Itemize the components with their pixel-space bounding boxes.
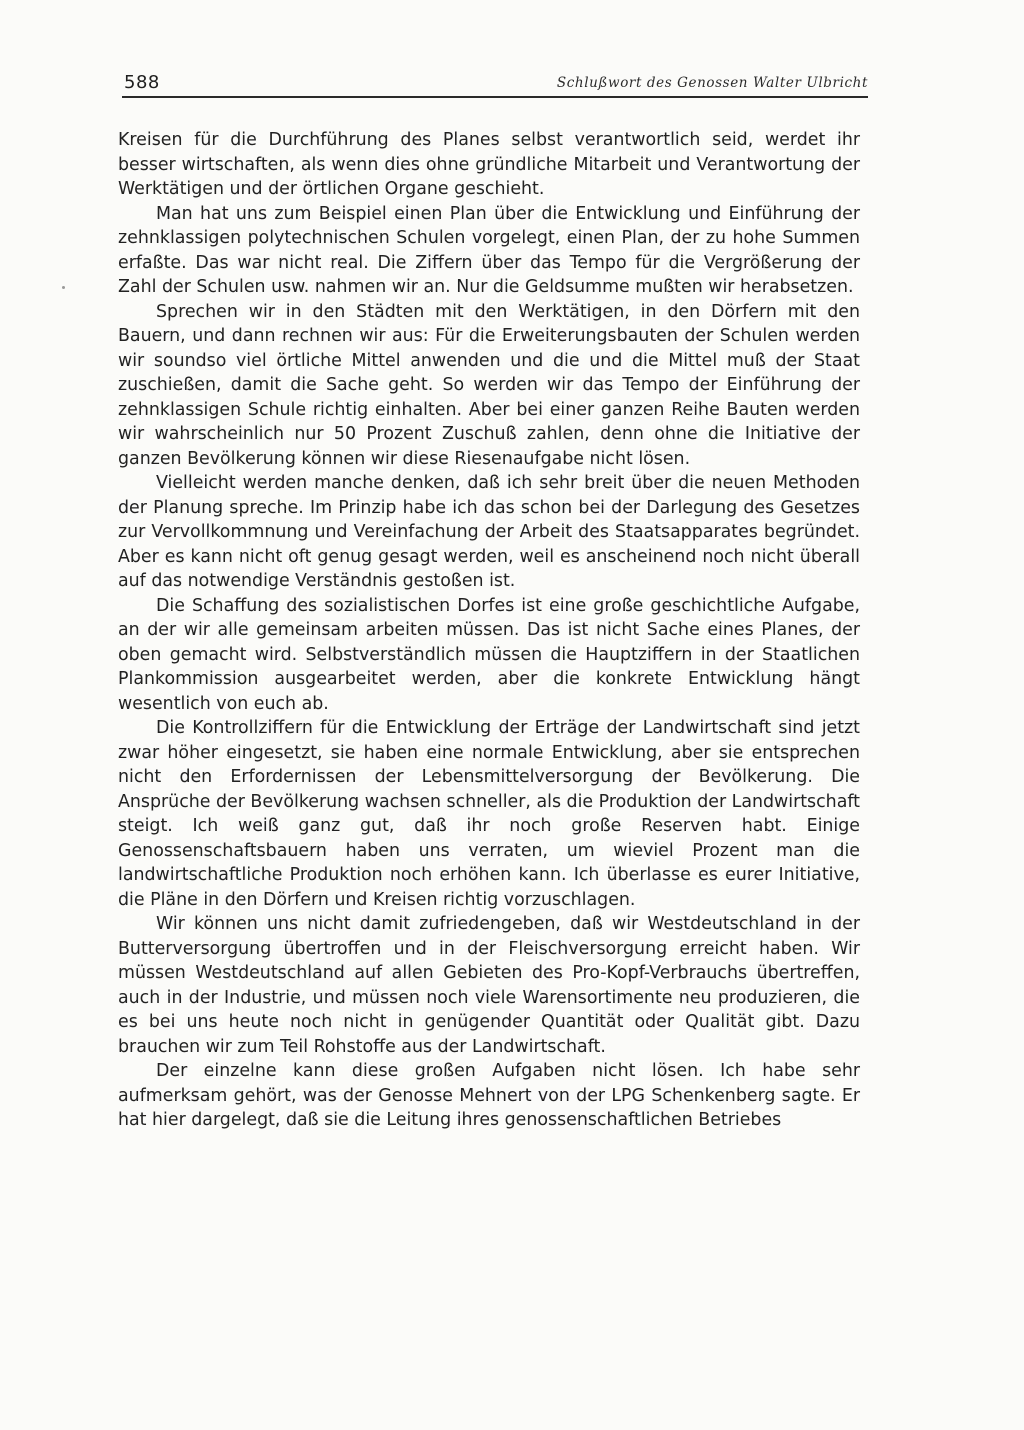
page-header [122, 72, 868, 98]
paragraph-3: Sprechen wir in den Städten mit den Werktätigen, in den Dörfern mit den Bauern, und dann rechnen wir aus: Für die Erweiterungsbauten der Schulen werden wir soundso viel örtliche Mittel anwenden und die und die Mittel muß der Staat zuschießen, damit die Sache geht. So werden wir das Tempo der Einführung der zehnklassigen Schule richtig einhalten. Aber bei einer ganzen Reihe Bauten werden wir wahrscheinlich nur 50 Prozent Zuschuß zahlen, denn ohne die Initiative der ganzen Bevölkerung können wir diese Riesenaufgabe nicht lösen. [118, 301, 860, 469]
page-number: 588 [124, 72, 160, 93]
body-text [118, 128, 860, 1133]
paragraph-1: Kreisen für die Durchführung des Planes selbst verantwortlich seid, werdet ihr besser wirtschaften, als wenn dies ohne gründliche Mitarbeit und Verantwortung der Werktätigen und der örtlichen Organe geschieht. [118, 130, 860, 199]
paragraph-7: Wir können uns nicht damit zufriedengeben, daß wir Westdeutschland in der Butterversorgung übertroffen und in der Fleischversorgung erreicht haben. Wir müssen Westdeutschland auf allen Gebieten des Pro-Kopf-Verbrauchs übertreffen, auch in der Industrie, und müssen noch viele Warensortimente neu produzieren, die es bei uns heute noch nicht in genügender Quantität oder Qualität gibt. Dazu brauchen wir zum Teil Rohstoffe aus der Landwirtschaft. [118, 914, 860, 1057]
margin-speck [62, 286, 65, 289]
paragraph-2: Man hat uns zum Beispiel einen Plan über die Entwicklung und Einführung der zehnklassigen polytechnischen Schulen vorgelegt, einen Plan, der zu hohe Summen erfaßte. Das war nicht real. Die Ziffern über das Tempo für die Vergrößerung der Zahl der Schulen usw. nahmen wir an. Nur die Geldsumme mußten wir herabsetzen. [118, 203, 860, 297]
paragraph-6: Die Kontrollziffern für die Entwicklung der Erträge der Landwirtschaft sind jetzt zwar höher eingesetzt, sie haben eine normale Entwicklung, aber sie entsprechen nicht den Erfordernissen der Lebensmittelversorgung der Bevölkerung. Die Ansprüche der Bevölkerung wachsen schneller, als die Produktion der Landwirtschaft steigt. Ich weiß ganz gut, daß ihr noch große Reserven habt. Einige Genossenschaftsbauern haben uns verraten, um wieviel Prozent man die landwirtschaftliche Produktion noch erhöhen kann. Ich überlasse es eurer Initiative, die Pläne in den Dörfern und Kreisen richtig vorzuschlagen. [118, 718, 860, 910]
paragraph-4: Vielleicht werden manche denken, daß ich sehr breit über die neuen Methoden der Planung spreche. Im Prinzip habe ich das schon bei der Darlegung des Gesetzes zur Vervollkommnung und Vereinfachung der Arbeit des Staatsapparates begründet. Aber es kann nicht oft genug gesagt werden, weil es anscheinend noch nicht überall auf das notwendige Verständnis gestoßen ist. [118, 473, 860, 591]
paragraph-5: Die Schaffung des sozialistischen Dorfes ist eine große geschichtliche Aufgabe, an der wir alle gemeinsam arbeiten müssen. Das ist nicht Sache eines Planes, der oben gemacht wird. Selbstverständlich müssen die Hauptziffern in der Staatlichen Plankommission ausgearbeitet werden, aber die konkrete Entwicklung hängt wesentlich von euch ab. [118, 595, 860, 714]
running-head: Schlußwort des Genossen Walter Ulbricht [556, 75, 868, 91]
paragraph-8: Der einzelne kann diese großen Aufgaben nicht lösen. Ich habe sehr aufmerksam gehört, was der Genosse Mehnert von der LPG Schenkenberg sagte. Er hat hier dargelegt, daß sie die Leitung ihres genossenschaftlichen Betriebes [118, 1061, 860, 1130]
